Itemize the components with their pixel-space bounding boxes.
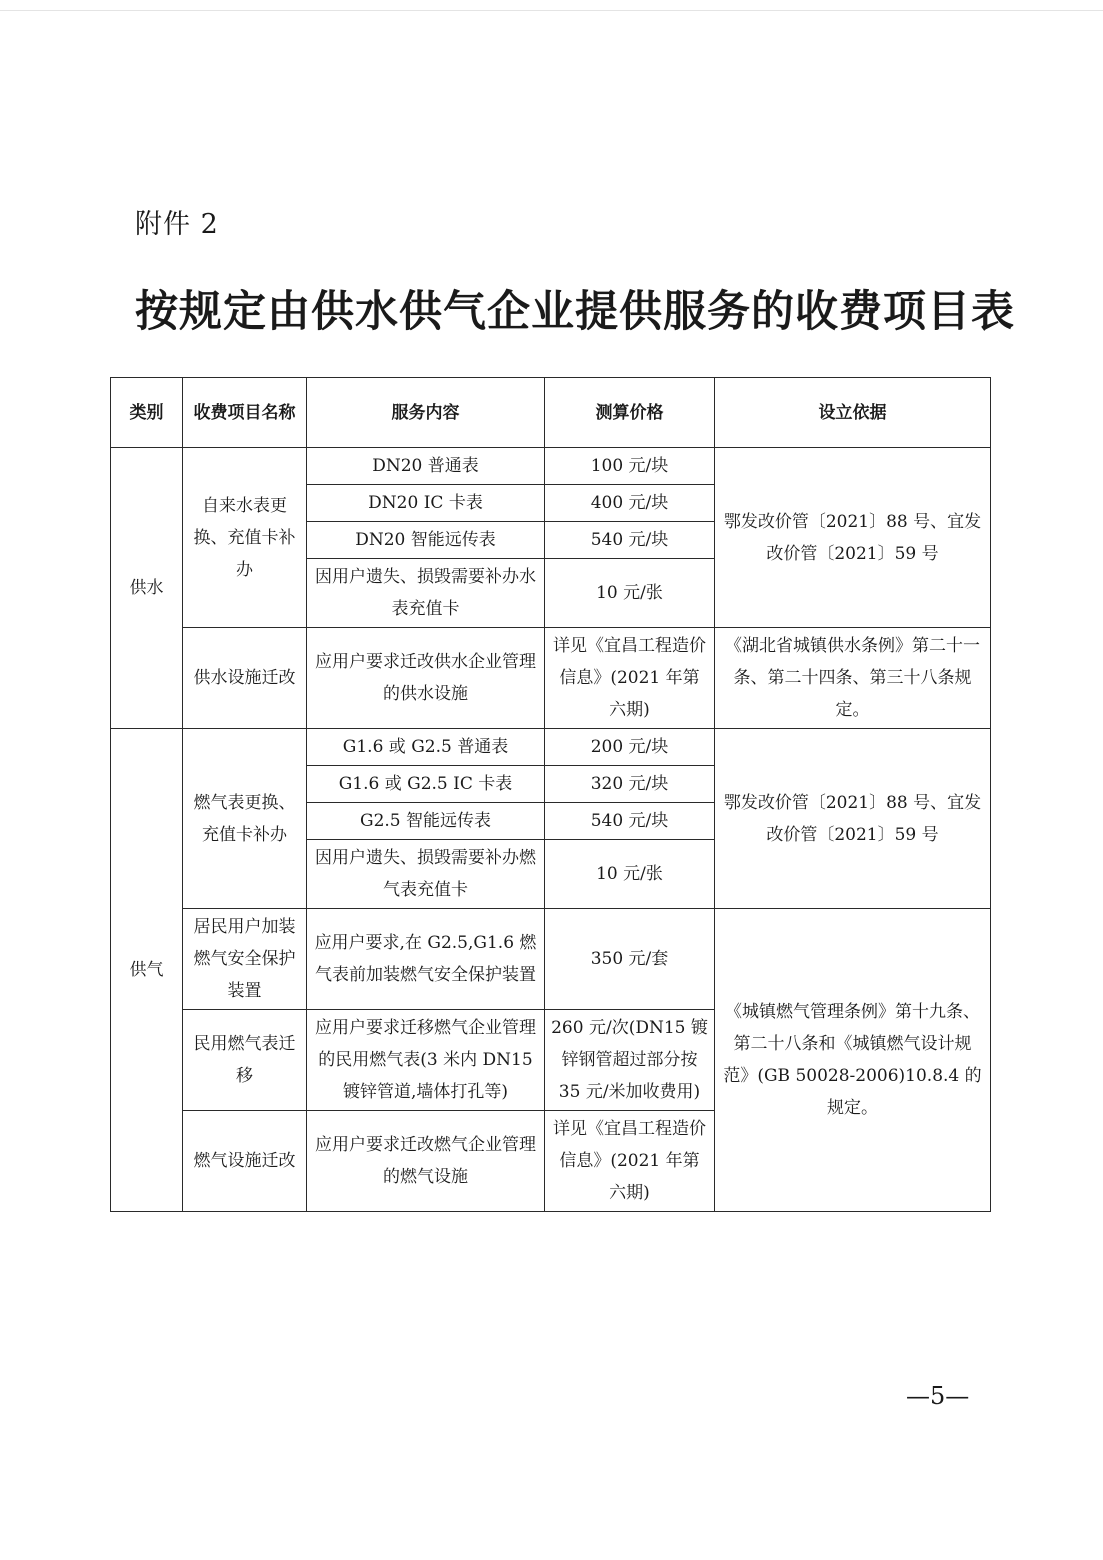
table-row — [111, 729, 991, 766]
category-gas: 供气 — [111, 729, 183, 1212]
fee-table — [110, 377, 991, 1212]
page-title: 按规定由供水供气企业提供服务的收费项目表 — [135, 287, 1015, 337]
header-item-name: 收费项目名称 — [183, 378, 307, 448]
price: 详见《宜昌工程造价信息》(2021 年第六期) — [545, 1111, 715, 1212]
category-water: 供水 — [111, 448, 183, 729]
service-content: 因用户遗失、损毁需要补办水表充值卡 — [307, 559, 545, 628]
price: 10 元/张 — [545, 840, 715, 909]
price: 540 元/块 — [545, 522, 715, 559]
basis-gas-meter: 鄂发改价管〔2021〕88 号、宜发改价管〔2021〕59 号 — [715, 729, 991, 909]
item-water-meter: 自来水表更换、充值卡补办 — [183, 448, 307, 628]
attachment-label: 附件 2 — [135, 209, 219, 240]
item-gas-safety: 居民用户加装燃气安全保护装置 — [183, 909, 307, 1010]
price: 260 元/次(DN15 镀锌钢管超过部分按 35 元/米加收费用) — [545, 1010, 715, 1111]
price: 10 元/张 — [545, 559, 715, 628]
service-content: G1.6 或 G2.5 IC 卡表 — [307, 766, 545, 803]
item-gas-relocation: 民用燃气表迁移 — [183, 1010, 307, 1111]
service-content: DN20 智能远传表 — [307, 522, 545, 559]
basis-water-meter: 鄂发改价管〔2021〕88 号、宜发改价管〔2021〕59 号 — [715, 448, 991, 628]
price: 350 元/套 — [545, 909, 715, 1010]
service-content: 因用户遗失、损毁需要补办燃气表充值卡 — [307, 840, 545, 909]
price: 200 元/块 — [545, 729, 715, 766]
service-content: G2.5 智能远传表 — [307, 803, 545, 840]
header-service-content: 服务内容 — [307, 378, 545, 448]
price: 400 元/块 — [545, 485, 715, 522]
service-content: DN20 普通表 — [307, 448, 545, 485]
header-basis: 设立依据 — [715, 378, 991, 448]
basis-water-facility: 《湖北省城镇供水条例》第二十一条、第二十四条、第三十八条规定。 — [715, 628, 991, 729]
basis-gas: 《城镇燃气管理条例》第十九条、第二十八条和《城镇燃气设计规范》(GB 50028-2006)10.8.4 的规定。 — [715, 909, 991, 1212]
service-content: 应用户要求迁改供水企业管理的供水设施 — [307, 628, 545, 729]
price: 540 元/块 — [545, 803, 715, 840]
table-header-row — [111, 378, 991, 448]
service-content: 应用户要求迁移燃气企业管理的民用燃气表(3 米内 DN15 镀锌管道,墙体打孔等) — [307, 1010, 545, 1111]
page-number: —5— — [906, 1382, 970, 1410]
item-water-facility: 供水设施迁改 — [183, 628, 307, 729]
price: 100 元/块 — [545, 448, 715, 485]
service-content: G1.6 或 G2.5 普通表 — [307, 729, 545, 766]
top-edge-line — [0, 10, 1103, 11]
service-content: 应用户要求,在 G2.5,G1.6 燃气表前加装燃气安全保护装置 — [307, 909, 545, 1010]
price: 320 元/块 — [545, 766, 715, 803]
item-gas-meter: 燃气表更换、充值卡补办 — [183, 729, 307, 909]
service-content: DN20 IC 卡表 — [307, 485, 545, 522]
table-row — [111, 448, 991, 485]
item-gas-facility: 燃气设施迁改 — [183, 1111, 307, 1212]
header-price: 测算价格 — [545, 378, 715, 448]
price: 详见《宜昌工程造价信息》(2021 年第六期) — [545, 628, 715, 729]
table-row — [111, 628, 991, 729]
table-row — [111, 909, 991, 1010]
service-content: 应用户要求迁改燃气企业管理的燃气设施 — [307, 1111, 545, 1212]
header-category: 类别 — [111, 378, 183, 448]
